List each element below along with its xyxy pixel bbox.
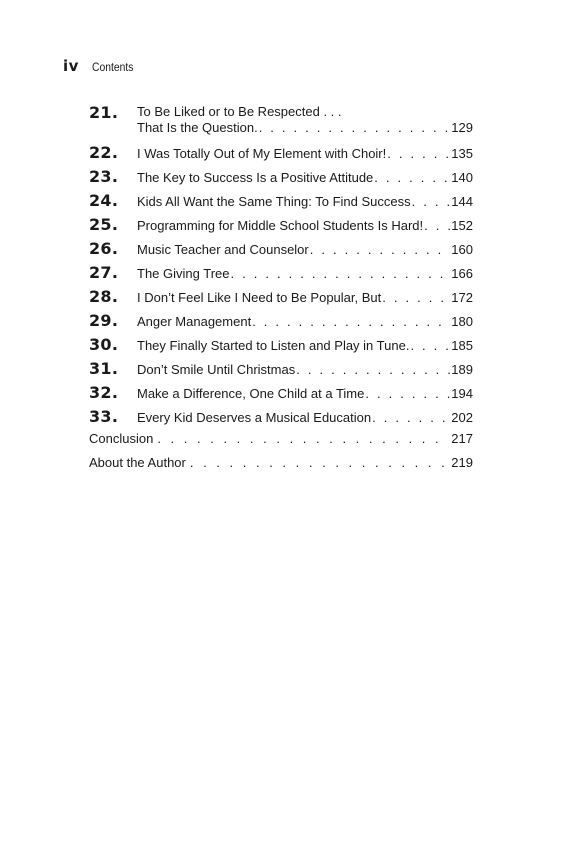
toc-entry-28[interactable] [89, 287, 473, 311]
toc-entry-body [137, 194, 473, 209]
toc-entry-conclusion[interactable] [89, 431, 473, 455]
back-matter-page-number: 219 [451, 455, 473, 470]
toc-entry-body [89, 431, 473, 446]
chapter-title-line2: That Is the Question. [137, 120, 258, 135]
toc-entry-body [137, 170, 473, 185]
chapter-number: 27. [89, 263, 119, 282]
chapter-page-number: 144 [451, 194, 473, 209]
chapter-number: 29. [89, 311, 119, 330]
toc-entry-33[interactable] [89, 407, 473, 431]
toc-entry-body [137, 314, 473, 329]
running-head-title: Contents [91, 62, 134, 74]
toc-entry-body [137, 338, 473, 353]
dot-leader [382, 290, 450, 305]
chapter-number: 22. [89, 143, 119, 162]
chapter-page-number: 172 [451, 290, 473, 305]
chapter-list [89, 143, 473, 431]
toc-entry-21[interactable] [89, 103, 473, 143]
dot-leader [365, 386, 450, 401]
chapter-page-number: 140 [451, 170, 473, 185]
dot-leader [259, 120, 451, 136]
toc-entry-body [89, 455, 473, 470]
dot-leader [374, 170, 450, 185]
toc-entry-body [137, 242, 473, 257]
toc-entry-29[interactable] [89, 311, 473, 335]
chapter-number: 33. [89, 407, 119, 426]
back-matter-page-number: 217 [451, 431, 473, 446]
toc-entry-body [137, 103, 473, 136]
toc-entry-26[interactable] [89, 239, 473, 263]
toc-entry-22[interactable] [89, 143, 473, 167]
chapter-title: I Was Totally Out of My Element with Choir! [137, 146, 387, 161]
dot-leader [157, 431, 447, 446]
toc-entry-30[interactable] [89, 335, 473, 359]
chapter-title: Kids All Want the Same Thing: To Find Success [137, 194, 411, 209]
dot-leader [387, 146, 450, 161]
chapter-title: Every Kid Deserves a Musical Education [137, 410, 372, 425]
chapter-page-number: 202 [451, 410, 473, 425]
chapter-number: 25. [89, 215, 119, 234]
toc-entry-about-the-author[interactable] [89, 455, 473, 479]
toc-entry-25[interactable] [89, 215, 473, 239]
dot-leader [372, 410, 450, 425]
dot-leader [252, 314, 450, 329]
back-matter-title: About the Author [89, 455, 186, 470]
page-number: iv [63, 57, 79, 75]
toc-entry-27[interactable] [89, 263, 473, 287]
chapter-title: The Key to Success Is a Positive Attitude [137, 170, 374, 185]
dot-leader [231, 266, 451, 281]
chapter-number: 32. [89, 383, 119, 402]
dot-leader [296, 362, 450, 377]
chapter-page-number: 166 [451, 266, 473, 281]
chapter-title: They Finally Started to Listen and Play in Tune. [137, 338, 410, 353]
dot-leader [410, 338, 450, 353]
dot-leader [424, 218, 450, 233]
back-matter-title: Conclusion [89, 431, 154, 446]
toc-entry-body [137, 290, 473, 305]
chapter-number: 28. [89, 287, 119, 306]
toc-entry-body [137, 410, 473, 425]
toc-entry-body [137, 218, 473, 233]
chapter-page-number: 180 [451, 314, 473, 329]
chapter-number: 23. [89, 167, 119, 186]
chapter-page-number: 194 [451, 386, 473, 401]
chapter-title: Music Teacher and Counselor [137, 242, 309, 257]
chapter-title: Make a Difference, One Child at a Time [137, 386, 365, 401]
table-of-contents [89, 103, 473, 479]
chapter-title: I Don’t Feel Like I Need to Be Popular, But [137, 290, 382, 305]
toc-entry-body [137, 266, 473, 281]
chapter-number: 21. [89, 103, 119, 122]
chapter-number: 24. [89, 191, 119, 210]
toc-entry-body [137, 146, 473, 161]
chapter-page-number: 189 [451, 362, 473, 377]
toc-entry-23[interactable] [89, 167, 473, 191]
chapter-title-line2-row [137, 120, 473, 136]
toc-entry-body [137, 386, 473, 401]
chapter-page-number: 152 [451, 218, 473, 233]
chapter-title: Anger Management [137, 314, 252, 329]
toc-entry-32[interactable] [89, 383, 473, 407]
dot-leader [412, 194, 451, 209]
dot-leader [190, 455, 447, 470]
toc-entry-body [137, 362, 473, 377]
toc-entry-24[interactable] [89, 191, 473, 215]
dot-leader [310, 242, 451, 257]
toc-entry-31[interactable] [89, 359, 473, 383]
chapter-page-number: 135 [451, 146, 473, 161]
chapter-page-number: 160 [451, 242, 473, 257]
chapter-title-line1: To Be Liked or to Be Respected . . . [137, 104, 342, 119]
chapter-number: 30. [89, 335, 119, 354]
chapter-title: Programming for Middle School Students Is Hard! [137, 218, 424, 233]
chapter-page-number: 185 [451, 338, 473, 353]
chapter-number: 26. [89, 239, 119, 258]
chapter-title: The Giving Tree [137, 266, 230, 281]
chapter-page-number: 129 [451, 120, 473, 135]
chapter-title: Don’t Smile Until Christmas [137, 362, 296, 377]
running-head [63, 57, 138, 75]
chapter-number: 31. [89, 359, 119, 378]
